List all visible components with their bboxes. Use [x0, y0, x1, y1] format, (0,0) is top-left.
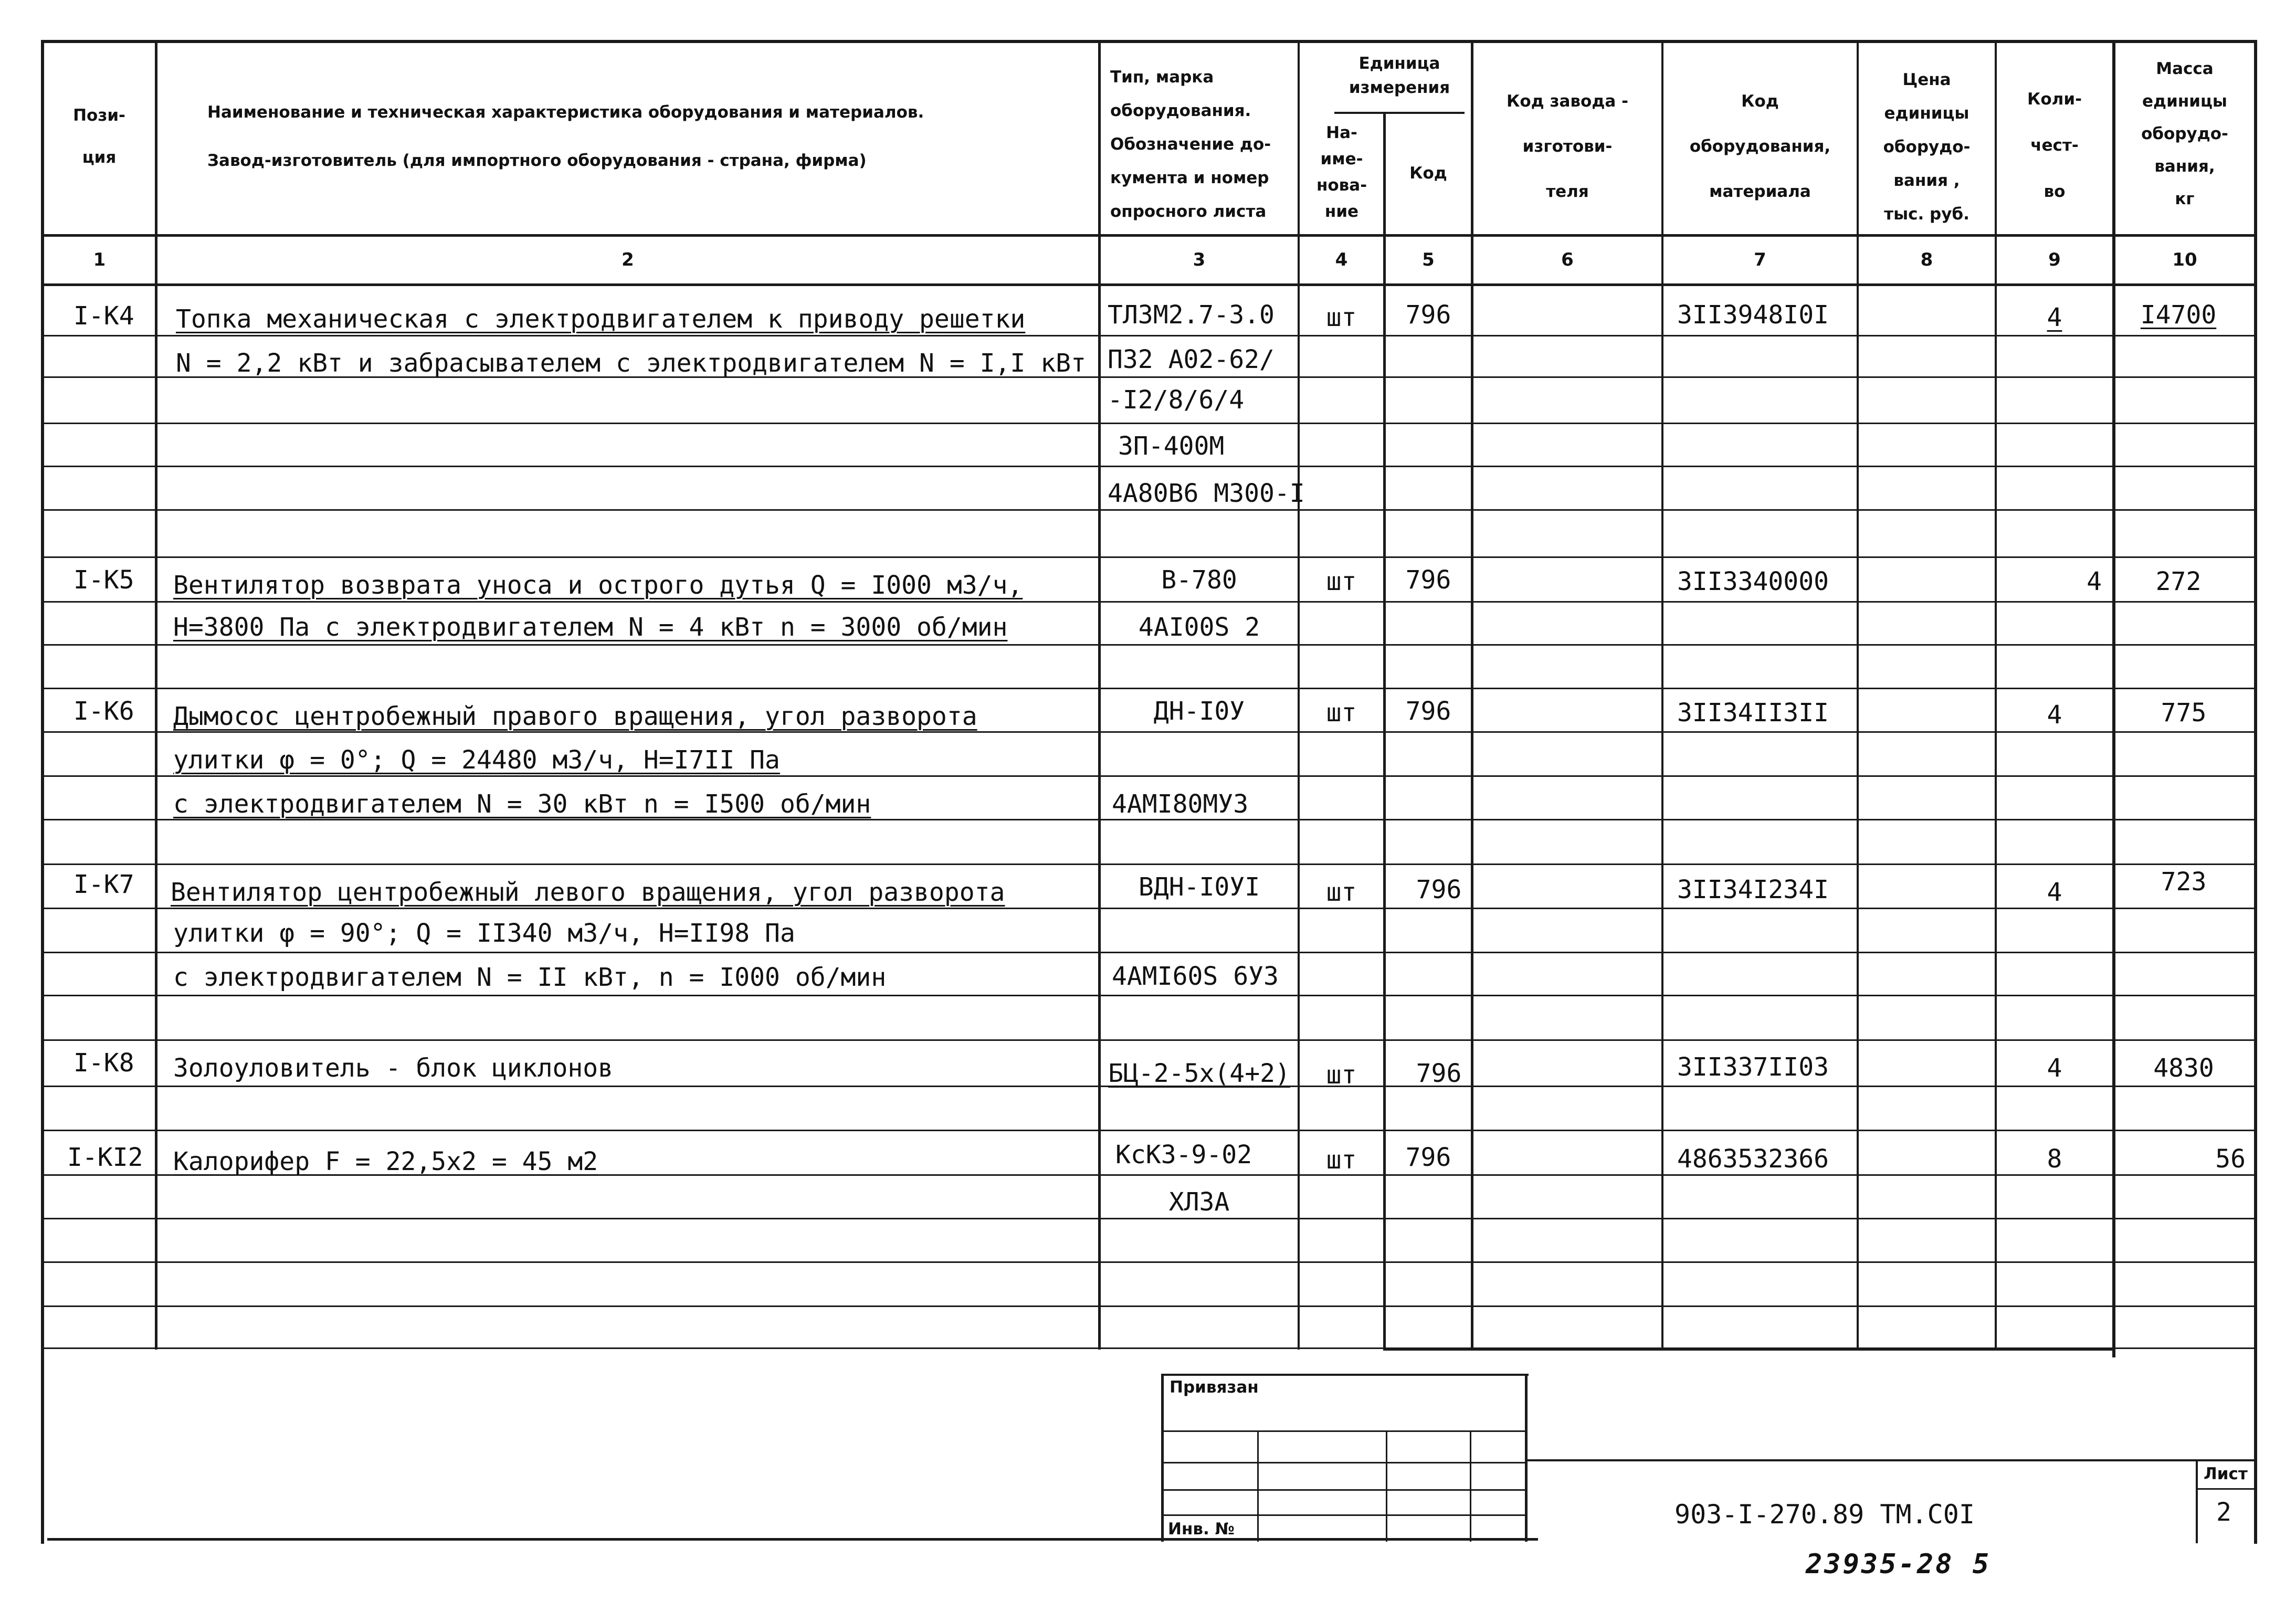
type-line: П32 А02-62/	[1108, 345, 1275, 374]
name-line: улитки φ = 0°; Q = 24480 м3/ч, Н=I7II Па	[173, 745, 780, 775]
column-number: 6	[1561, 249, 1574, 270]
header-col-unit: Единица измерения	[1349, 54, 1450, 97]
column-number: 4	[1335, 249, 1348, 270]
header-col-position: Пози- ция	[73, 106, 125, 167]
column-number: 9	[2048, 249, 2061, 270]
header-col-unit-code: Код	[1409, 164, 1447, 183]
quantity-cell: 4	[2047, 878, 2062, 907]
column-number: 3	[1193, 249, 1206, 270]
header-col-name: Наименование и техническая характеристика оборудования и материалов. Завод-изготовитель (для импортного оборудования - страна, фирма)	[207, 103, 924, 170]
header-col-equip-code: Код оборудования, материала	[1689, 92, 1831, 201]
name-line: улитки φ = 90°; Q = II340 м3/ч, Н=II98 Па	[173, 919, 795, 948]
position-cell: I-K8	[73, 1048, 134, 1078]
unit-cell: шт	[1326, 1145, 1357, 1175]
mass-cell: 56	[2215, 1144, 2246, 1174]
attached-label: Привязан	[1170, 1378, 1259, 1397]
mass-cell: 723	[2161, 867, 2207, 897]
column-number: 7	[1754, 249, 1766, 270]
equip-code-cell: 4863532366	[1677, 1144, 1829, 1174]
name-line: Вентилятор центробежный левого вращения, угол разворота	[171, 878, 1005, 907]
name-line: Вентилятор возврата уноса и острого дутья Q = I000 м3/ч,	[173, 571, 1023, 600]
name-line: Золоуловитель - блок циклонов	[173, 1054, 614, 1083]
position-cell: I-KI2	[67, 1143, 143, 1172]
quantity-cell: 4	[2087, 567, 2102, 596]
equip-code-cell: 3II34II3II	[1677, 698, 1829, 728]
column-number: 1	[93, 249, 106, 270]
unit-code-cell: 796	[1416, 875, 1462, 904]
name-line: с электродвигателем N = 30 кВт n = I500 об/мин	[173, 789, 871, 819]
header-col-plant-code: Код завода - изготови- теля	[1507, 92, 1628, 201]
quantity-cell: 8	[2047, 1144, 2062, 1174]
document-code: 903-I-270.89 ТМ.С0I	[1674, 1499, 1975, 1530]
unit-code-cell: 796	[1405, 697, 1451, 726]
archive-number: 23935-28 5	[1806, 1549, 1992, 1580]
unit-code-cell: 796	[1405, 300, 1451, 330]
name-line: Н=3800 Па с электродвигателем N = 4 кВт n = 3000 об/мин	[173, 613, 1008, 642]
mass-cell: 272	[2155, 567, 2202, 596]
type-line: В-780	[1161, 565, 1237, 595]
name-line: N = 2,2 кВт и забрасывателем с электродвигателем N = I,I кВт	[176, 349, 1086, 378]
unit-cell: шт	[1326, 878, 1357, 907]
mass-cell: 4830	[2153, 1054, 2214, 1083]
name-line: с электродвигателем N = II кВт, n = I000 об/мин	[173, 963, 887, 992]
unit-cell: шт	[1326, 567, 1357, 596]
position-cell: I-K6	[73, 697, 134, 726]
type-line: 4А80В6 М300-I	[1108, 479, 1305, 508]
header-col-quantity: Коли- чест- во	[2027, 90, 2082, 201]
position-cell: I-K5	[73, 565, 134, 595]
name-line: Топка механическая с электродвигателем к приводу решетки	[176, 304, 1026, 334]
equip-code-cell: 3II3948I0I	[1677, 300, 1829, 330]
type-line: 4АМI80МУ3	[1112, 789, 1249, 819]
column-number: 8	[1920, 249, 1933, 270]
type-line: ЗП-400М	[1118, 431, 1225, 461]
type-line: КсК3-9-02	[1115, 1140, 1252, 1170]
column-number: 5	[1422, 249, 1435, 270]
unit-code-cell: 796	[1405, 565, 1451, 595]
sheet-label: Лист	[2204, 1465, 2248, 1483]
type-line: ВДН-I0УI	[1138, 872, 1260, 902]
unit-cell: шт	[1326, 698, 1357, 728]
header-col-unit-name: На- име- нова- ние	[1316, 123, 1367, 221]
name-line: Дымосос центробежный правого вращения, угол разворота	[173, 702, 977, 731]
name-line: Калорифер F = 22,5х2 = 45 м2	[173, 1147, 598, 1176]
mass-cell: I4700	[2140, 300, 2217, 330]
inventory-number-label: Инв. №	[1168, 1520, 1235, 1539]
position-cell: I-K7	[73, 870, 134, 899]
type-line: ТЛЗМ2.7-3.0	[1108, 300, 1275, 330]
type-line: ДН-I0У	[1153, 697, 1245, 726]
quantity-cell: 4	[2047, 700, 2062, 730]
column-number: 10	[2172, 249, 2197, 270]
mass-cell: 775	[2161, 698, 2207, 728]
equip-code-cell: 3II34I234I	[1677, 875, 1829, 904]
type-line: 4АМI60S 6У3	[1112, 962, 1279, 991]
sheet-number: 2	[2216, 1498, 2231, 1527]
position-cell: I-K4	[73, 301, 134, 331]
quantity-cell: 4	[2047, 1054, 2062, 1083]
type-line: -I2/8/6/4	[1108, 385, 1245, 415]
unit-cell: шт	[1326, 1060, 1357, 1090]
type-line: БЦ-2-5х(4+2)	[1108, 1059, 1290, 1088]
column-number: 2	[622, 249, 634, 270]
type-line: ХЛЗА	[1168, 1187, 1230, 1217]
header-col-type: Тип, марка оборудования. Обозначение до- кумента и номер опросного листа	[1110, 68, 1271, 221]
unit-code-cell: 796	[1405, 1143, 1451, 1172]
unit-cell: шт	[1326, 303, 1357, 332]
type-line: 4АI00S 2	[1138, 613, 1260, 642]
equip-code-cell: 3II3340000	[1677, 567, 1829, 596]
unit-code-cell: 796	[1416, 1059, 1462, 1088]
header-col-mass: Масса единицы оборудо- вания, кг	[2141, 59, 2228, 208]
equip-code-cell: 3II337II03	[1677, 1052, 1829, 1082]
header-col-price: Цена единицы оборудо- вания , тыс. руб.	[1883, 70, 1971, 224]
quantity-cell: 4	[2047, 303, 2062, 332]
